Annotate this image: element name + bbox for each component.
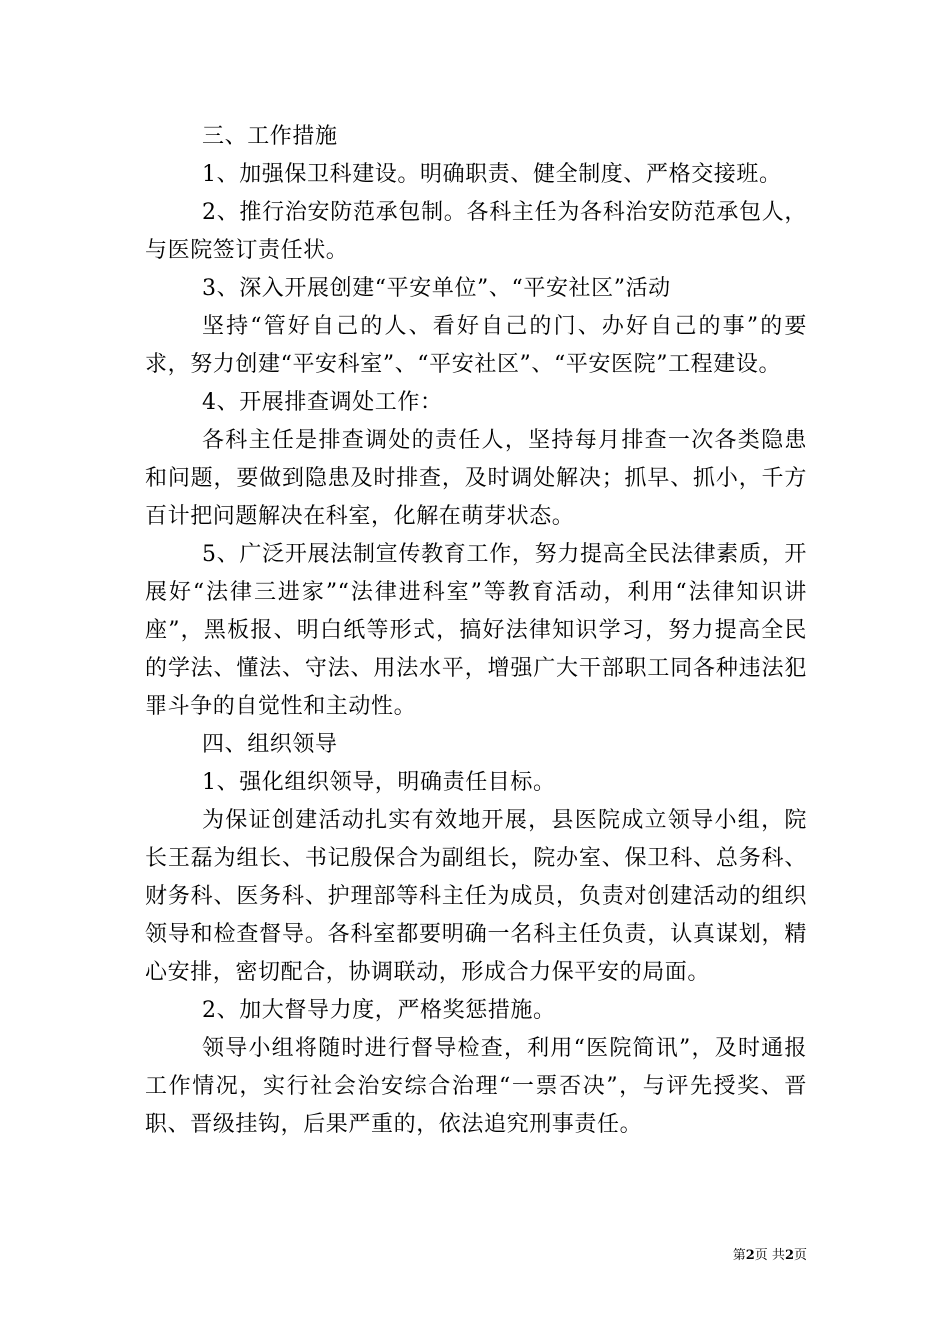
- footer-total-pages: 2: [784, 1248, 794, 1263]
- paragraph: 3、深入开展创建“平安单位”、“平安社区”活动: [202, 276, 671, 301]
- footer-prefix: 第: [732, 1248, 746, 1263]
- paragraph: 各科主任是排查调处的责任人，坚持每月排查一次各类隐患和问题，要做到隐患及时排查，及时调处解决；抓早、抓小，千方百计把问题解决在科室，化解在萌芽状态。: [145, 428, 807, 529]
- paragraph: 1、加强保卫科建设。明确职责、健全制度、严格交接班。: [202, 162, 782, 187]
- section-heading-leadership: 四、组织领导: [202, 732, 338, 757]
- section-heading-measures: 三、工作措施: [202, 124, 338, 149]
- paragraph: 为保证创建活动扎实有效地开展，县医院成立领导小组，院长王磊为组长、书记殷保合为副组长，院办室、保卫科、总务科、财务科、医务科、护理部等科主任为成员，负责对创建活动的组织领导和检查督导。各科室都要明确一名科主任负责，认真谋划，精心安排，密切配合，协调联动，形成合力保平安的局面。: [145, 808, 807, 985]
- paragraph: 2、推行治安防范承包制。各科主任为各科治安防范承包人，与医院签订责任状。: [145, 200, 807, 263]
- page-number-footer: [733, 1248, 807, 1264]
- paragraph: 领导小组将随时进行督导检查，利用“医院简讯”，及时通报工作情况，实行社会治安综合治理“一票否决”，与评先授奖、晋职、晋级挂钩，后果严重的，依法追究刑事责任。: [145, 1036, 807, 1137]
- document-body: [145, 118, 807, 1144]
- paragraph: 5、广泛开展法制宣传教育工作，努力提高全民法律素质，开展好“法律三进家”“法律进科室”等教育活动，利用“法律知识讲座”，黑板报、明白纸等形式，搞好法律知识学习，努力提高全民的学法、懂法、守法、用法水平，增强广大干部职工同各种违法犯罪斗争的自觉性和主动性。: [145, 542, 807, 719]
- paragraph: 4、开展排查调处工作：: [202, 390, 443, 415]
- paragraph: 2、加大督导力度，严格奖惩措施。: [202, 998, 556, 1023]
- footer-middle: 页 共: [754, 1248, 785, 1263]
- footer-suffix: 页: [793, 1248, 807, 1263]
- paragraph: 坚持“管好自己的人、看好自己的门、办好自己的事”的要求，努力创建“平安科室”、“平安社区”、“平安医院”工程建设。: [145, 314, 807, 377]
- paragraph: 1、强化组织领导，明确责任目标。: [202, 770, 556, 795]
- footer-current-page: 2: [745, 1248, 755, 1263]
